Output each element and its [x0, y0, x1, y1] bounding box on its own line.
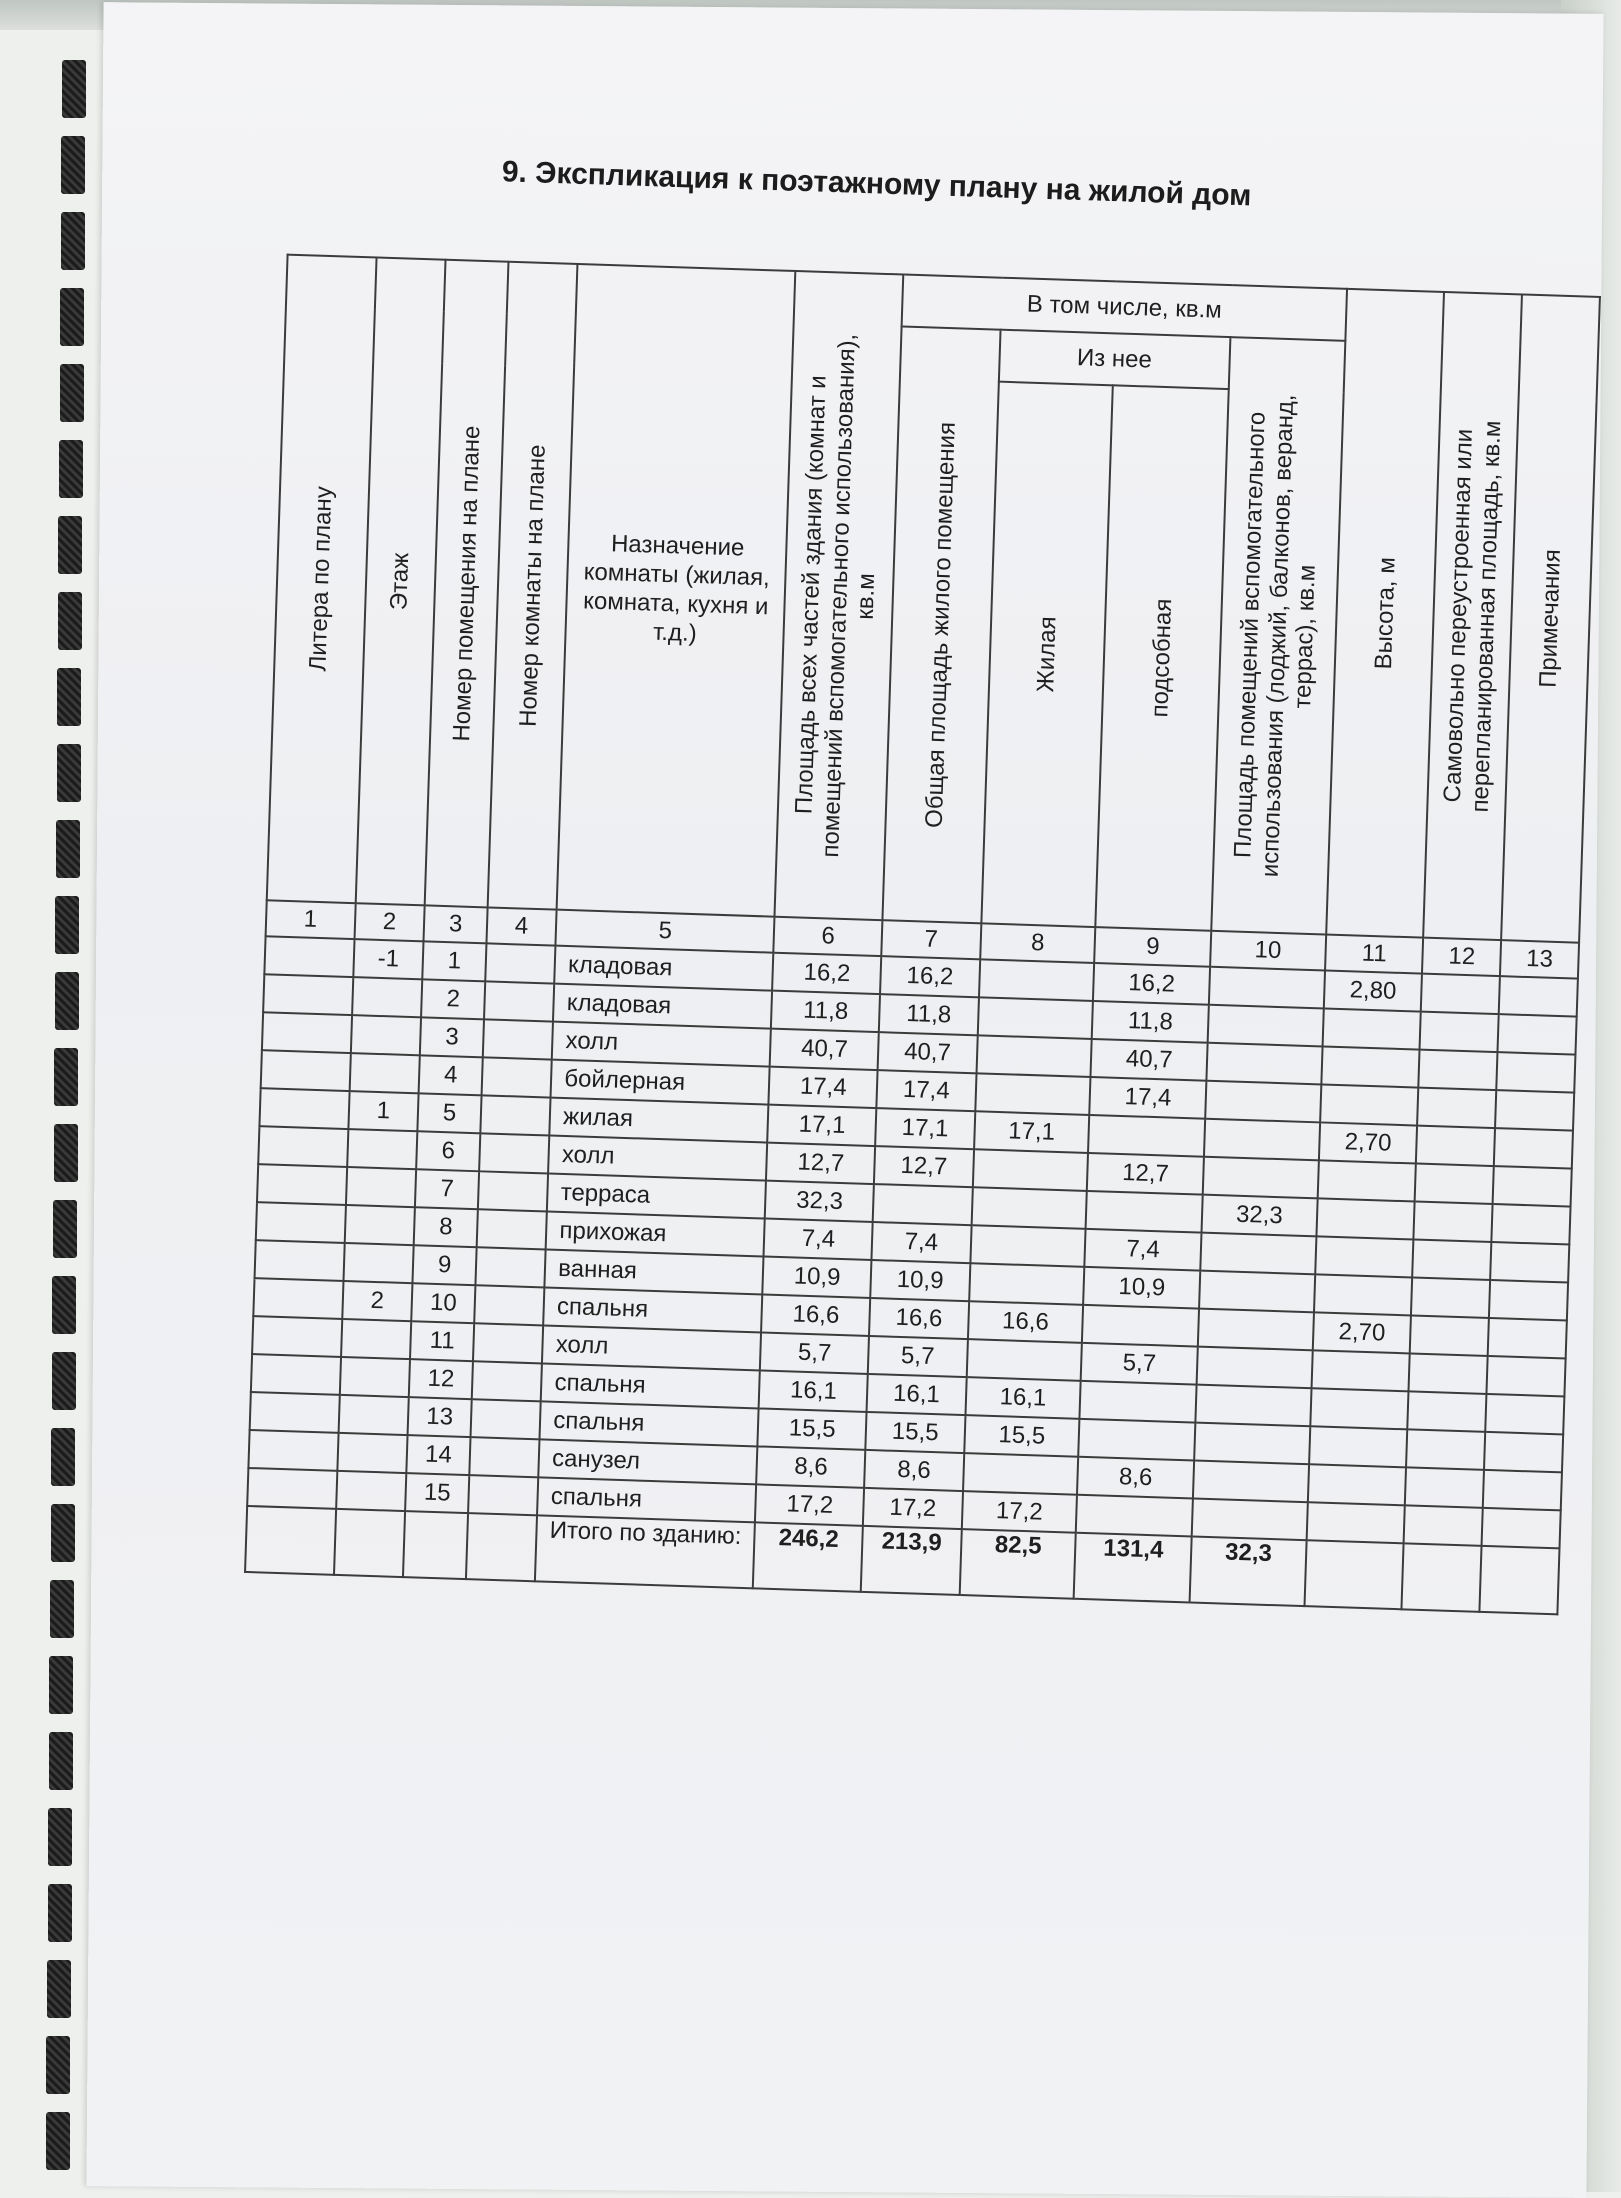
purpose-cell: холл [542, 1325, 761, 1370]
aux-cell: 12,7 [1087, 1153, 1204, 1195]
header-purpose: Назначение комнаты (жилая, комната, кухня и т.д.) [557, 264, 796, 917]
floor-cell: 1 [348, 1091, 419, 1131]
aux-area-cell: 32,3 [1201, 1195, 1317, 1237]
purpose-cell: холл [548, 1136, 767, 1181]
living-total-cell: 10,9 [870, 1260, 969, 1301]
col-number: 13 [1500, 940, 1579, 978]
header-unauth: Самовольно переустроенная или перепланированная площадь, кв.м [1424, 292, 1523, 940]
room-number-cell: 10 [412, 1283, 476, 1323]
aux-area-cell [1199, 1271, 1315, 1313]
room-number-cell: 4 [419, 1055, 483, 1095]
room-number-cell: 8 [414, 1207, 478, 1247]
purpose-cell: кладовая [554, 946, 773, 991]
col-number: 12 [1422, 938, 1501, 976]
col-number: 11 [1325, 934, 1424, 973]
room-number2-cell [469, 1437, 540, 1477]
aux-area-cell [1209, 967, 1325, 1009]
living-total-cell: 16,6 [869, 1298, 968, 1339]
explication-table-wrap [244, 254, 1601, 1616]
floor-cell [344, 1205, 415, 1245]
litera-cell [252, 1316, 342, 1357]
litera-cell [264, 936, 354, 977]
purpose-cell: спальня [537, 1477, 756, 1522]
litera-cell [253, 1278, 343, 1319]
room-number2-cell [475, 1247, 546, 1287]
total-aux-area: 32,3 [1189, 1536, 1306, 1606]
unauth-cell [1414, 1202, 1493, 1242]
living-total-cell: 8,6 [864, 1450, 963, 1491]
room-number2-cell [485, 943, 556, 983]
height-cell: 2,70 [1319, 1122, 1418, 1163]
area-total-cell: 17,2 [755, 1484, 864, 1525]
room-number2-cell [473, 1323, 544, 1363]
binding-ring [47, 1960, 71, 2018]
living-cell: 15,5 [964, 1415, 1080, 1457]
aux-area-cell [1205, 1081, 1321, 1123]
purpose-cell: санузел [539, 1439, 758, 1484]
binding-ring [49, 1656, 73, 1714]
litera-cell [261, 1050, 351, 1091]
aux-area-cell [1194, 1423, 1310, 1465]
room-number-cell: 11 [410, 1321, 474, 1361]
unauth-cell [1413, 1239, 1492, 1279]
purpose-cell: кладовая [553, 984, 772, 1029]
litera-cell [256, 1202, 346, 1243]
col-number: 7 [881, 920, 980, 959]
room-number-cell: 6 [417, 1131, 481, 1171]
notes-cell [1492, 1204, 1571, 1244]
room-number2-cell [468, 1475, 539, 1515]
binding-ring [49, 1732, 73, 1790]
living-total-cell [873, 1184, 972, 1225]
aux-cell: 10,9 [1084, 1267, 1201, 1309]
notes-cell [1488, 1318, 1567, 1358]
height-cell [1306, 1502, 1405, 1543]
area-total-cell: 16,1 [759, 1370, 868, 1411]
room-number2-cell [480, 1095, 551, 1135]
purpose-cell: холл [552, 1022, 771, 1067]
notes-cell [1498, 1014, 1577, 1054]
height-cell [1314, 1274, 1413, 1315]
unauth-cell [1416, 1126, 1495, 1166]
room-number2-cell [476, 1209, 547, 1249]
binding-ring [62, 60, 86, 118]
header-aux: подсобная [1096, 385, 1229, 930]
height-cell [1321, 1046, 1420, 1087]
binding-ring [60, 364, 84, 422]
binding-ring [58, 592, 82, 650]
binding-ring [50, 1580, 74, 1638]
header-aux-area: Площадь помещений вспомогательного использования (лоджий, балконов, веранд, террас), кв.м [1211, 337, 1345, 934]
purpose-cell: ванная [545, 1249, 764, 1294]
room-number-cell: 9 [413, 1245, 477, 1285]
aux-cell: 40,7 [1091, 1039, 1208, 1081]
binding-ring [59, 440, 83, 498]
header-floor: Этаж [355, 257, 446, 905]
height-cell: 2,70 [1313, 1312, 1412, 1353]
col-number: 2 [354, 903, 425, 941]
notes-cell [1493, 1166, 1572, 1206]
aux-area-cell [1192, 1498, 1308, 1540]
col-number: 3 [424, 905, 488, 943]
floor-cell [337, 1433, 408, 1473]
aux-cell [1082, 1305, 1199, 1347]
header-living: Жилая [981, 382, 1113, 927]
living-cell [975, 1073, 1091, 1115]
header-room-no2: Номер комнаты на плане [487, 262, 577, 910]
litera-cell [262, 1012, 352, 1053]
room-number2-cell [481, 1057, 552, 1097]
notes-cell [1483, 1470, 1562, 1510]
col-number: 5 [556, 910, 775, 953]
purpose-cell: прихожая [546, 1211, 765, 1256]
aux-cell: 17,4 [1090, 1077, 1207, 1119]
aux-cell [1076, 1495, 1193, 1537]
col-number: 9 [1095, 927, 1212, 967]
living-cell [966, 1339, 1082, 1381]
aux-area-cell [1200, 1233, 1316, 1275]
notes-cell [1496, 1052, 1575, 1092]
aux-cell: 11,8 [1092, 1001, 1209, 1043]
living-cell [970, 1225, 1086, 1267]
total-living-total: 213,9 [861, 1526, 961, 1595]
living-total-cell: 17,2 [863, 1488, 962, 1529]
room-number2-cell [484, 981, 555, 1021]
binding-ring [54, 1124, 78, 1182]
unauth-cell [1409, 1353, 1488, 1393]
binding-ring [55, 896, 79, 954]
living-total-cell: 5,7 [868, 1336, 967, 1377]
aux-area-cell [1208, 1005, 1324, 1047]
total-aux: 131,4 [1074, 1533, 1192, 1603]
litera-cell [250, 1392, 340, 1433]
aux-cell: 7,4 [1085, 1229, 1202, 1271]
height-cell: 2,80 [1324, 970, 1423, 1011]
binding-ring [52, 1276, 76, 1334]
aux-cell: 5,7 [1081, 1343, 1198, 1385]
room-number2-cell [470, 1399, 541, 1439]
floor-cell: -1 [353, 939, 424, 979]
header-room-no: Номер помещения на плане [425, 260, 508, 908]
total-label: Итого по зданию: [535, 1515, 755, 1588]
litera-cell [263, 974, 353, 1015]
notes-cell [1482, 1508, 1561, 1548]
aux-cell [1079, 1419, 1196, 1461]
binding-ring [48, 1884, 72, 1942]
room-number-cell: 13 [408, 1397, 472, 1437]
living-cell: 16,6 [967, 1301, 1083, 1343]
binding-ring [56, 820, 80, 878]
room-number-cell: 3 [420, 1017, 484, 1057]
floor-cell [341, 1319, 412, 1359]
area-total-cell: 8,6 [757, 1446, 866, 1487]
floor-cell: 2 [342, 1281, 413, 1321]
binding-ring [52, 1352, 76, 1410]
header-height: Высота, м [1326, 289, 1445, 938]
area-total-cell: 5,7 [760, 1332, 869, 1373]
room-number-cell: 7 [415, 1169, 479, 1209]
living-cell: 17,1 [974, 1111, 1090, 1153]
room-number-cell: 1 [423, 941, 487, 981]
living-cell: 17,2 [961, 1491, 1077, 1533]
height-cell [1317, 1160, 1416, 1201]
floor-cell [336, 1471, 407, 1511]
litera-cell [247, 1468, 337, 1509]
aux-cell [1080, 1381, 1197, 1423]
height-cell [1308, 1464, 1407, 1505]
floor-cell [347, 1129, 418, 1169]
document-page [86, 2, 1603, 2198]
unauth-cell [1419, 1050, 1498, 1090]
room-number-cell: 14 [407, 1435, 471, 1475]
height-cell [1315, 1236, 1414, 1277]
floor-cell [346, 1167, 417, 1207]
header-living-total: Общая площадь жилого помещения [883, 326, 1000, 923]
living-total-cell: 11,8 [879, 994, 978, 1035]
binding-ring [51, 1504, 75, 1562]
height-cell [1320, 1084, 1419, 1125]
litera-cell [258, 1126, 348, 1167]
binding-ring [57, 744, 81, 802]
floor-cell [338, 1395, 409, 1435]
aux-cell [1086, 1191, 1203, 1233]
unauth-cell [1410, 1315, 1489, 1355]
col-number: 6 [774, 917, 883, 956]
living-cell [977, 997, 1093, 1039]
header-area-total: Площадь всех частей здания (комнат и помещений вспомогательного использования), кв.м [775, 271, 904, 920]
binding-ring [61, 212, 85, 270]
area-total-cell: 12,7 [766, 1143, 875, 1184]
header-incl: В том числе, кв.м [902, 275, 1347, 341]
binding-ring [57, 668, 81, 726]
area-total-cell: 10,9 [763, 1257, 872, 1298]
floor-cell [350, 1015, 421, 1055]
col-number: 8 [980, 923, 1096, 963]
area-total-cell: 32,3 [765, 1181, 874, 1222]
living-total-cell: 16,1 [867, 1374, 966, 1415]
area-total-cell: 16,6 [761, 1294, 870, 1335]
table-body [247, 936, 1578, 1548]
binding-ring [51, 1428, 75, 1486]
living-cell [963, 1453, 1079, 1495]
explication-table [244, 254, 1601, 1616]
notes-cell [1490, 1242, 1569, 1282]
binding-ring [55, 972, 79, 1030]
binding-ring [46, 2112, 70, 2170]
header-of-which: Из нее [998, 330, 1230, 389]
room-number2-cell [483, 1019, 554, 1059]
unauth-cell [1415, 1164, 1494, 1204]
living-cell [971, 1187, 1087, 1229]
area-total-cell: 11,8 [771, 991, 880, 1032]
living-cell [972, 1149, 1088, 1191]
unauth-cell [1421, 974, 1500, 1014]
binding-ring [48, 1808, 72, 1866]
binding-ring [61, 136, 85, 194]
room-number2-cell [479, 1133, 550, 1173]
litera-cell [255, 1240, 345, 1281]
binding-ring [58, 516, 82, 574]
room-number2-cell [474, 1285, 545, 1325]
aux-cell: 8,6 [1077, 1457, 1194, 1499]
floor-cell [343, 1243, 414, 1283]
area-total-cell: 40,7 [770, 1029, 879, 1070]
living-cell: 16,1 [965, 1377, 1081, 1419]
unauth-cell [1418, 1088, 1497, 1128]
living-total-cell: 7,4 [872, 1222, 971, 1263]
binding-ring [53, 1200, 77, 1258]
room-number-cell: 2 [421, 979, 485, 1019]
area-total-cell: 16,2 [772, 953, 881, 994]
area-total-cell: 17,1 [768, 1105, 877, 1146]
aux-area-cell [1193, 1461, 1309, 1503]
height-cell [1322, 1008, 1421, 1049]
notes-cell [1499, 976, 1578, 1016]
aux-area-cell [1203, 1157, 1319, 1199]
total-living: 82,5 [959, 1529, 1076, 1599]
height-cell [1310, 1388, 1409, 1429]
floor-cell [352, 977, 423, 1017]
binding-ring [46, 2036, 70, 2094]
notes-cell [1484, 1432, 1563, 1472]
purpose-cell: жилая [550, 1098, 769, 1143]
area-total-cell: 17,4 [769, 1067, 878, 1108]
living-total-cell: 12,7 [874, 1146, 973, 1187]
col-number: 10 [1210, 931, 1326, 971]
aux-area-cell [1206, 1043, 1322, 1085]
litera-cell [251, 1354, 341, 1395]
aux-cell: 16,2 [1093, 963, 1210, 1005]
living-total-cell: 40,7 [878, 1032, 977, 1073]
purpose-cell: терраса [547, 1174, 766, 1219]
floor-cell [339, 1357, 410, 1397]
binding-ring [60, 288, 84, 346]
purpose-cell: спальня [541, 1363, 760, 1408]
page-title: 9. Экспликация к поэтажному плану на жилой дом [501, 155, 1252, 213]
height-cell [1311, 1350, 1410, 1391]
aux-area-cell [1204, 1119, 1320, 1161]
unauth-cell [1404, 1505, 1483, 1545]
litera-cell [248, 1430, 338, 1471]
floor-cell [349, 1053, 420, 1093]
living-total-cell: 17,1 [875, 1108, 974, 1149]
living-cell [969, 1263, 1085, 1305]
notes-cell [1495, 1090, 1574, 1130]
room-number-cell: 12 [409, 1359, 473, 1399]
aux-area-cell [1195, 1385, 1311, 1427]
col-number: 1 [266, 900, 356, 939]
litera-cell [257, 1164, 347, 1205]
col-number: 4 [486, 907, 557, 945]
area-total-cell: 15,5 [758, 1408, 867, 1449]
height-cell [1309, 1426, 1408, 1467]
notes-cell [1489, 1280, 1568, 1320]
header-litera: Литера по плану [267, 255, 376, 904]
notes-cell [1494, 1128, 1573, 1168]
living-total-cell: 16,2 [880, 956, 979, 997]
aux-area-cell [1198, 1309, 1314, 1351]
living-cell [976, 1035, 1092, 1077]
room-number-cell: 15 [405, 1473, 469, 1513]
header-notes: Примечания [1501, 294, 1600, 942]
notes-cell [1485, 1394, 1564, 1434]
unauth-cell [1408, 1391, 1487, 1431]
unauth-cell [1420, 1012, 1499, 1052]
room-number2-cell [478, 1171, 549, 1211]
aux-area-cell [1196, 1347, 1312, 1389]
unauth-cell [1411, 1277, 1490, 1317]
area-total-cell: 7,4 [764, 1219, 873, 1260]
living-cell [978, 959, 1094, 1001]
room-number-cell: 5 [418, 1093, 482, 1133]
binding-ring [54, 1048, 78, 1106]
purpose-cell: бойлерная [551, 1060, 770, 1105]
height-cell [1316, 1198, 1415, 1239]
unauth-cell [1407, 1429, 1486, 1469]
purpose-cell: спальня [540, 1401, 759, 1446]
notes-cell [1487, 1356, 1566, 1396]
unauth-cell [1405, 1467, 1484, 1507]
litera-cell [259, 1088, 349, 1129]
spiral-binding [62, 60, 92, 2180]
living-total-cell: 15,5 [866, 1412, 965, 1453]
total-area: 246,2 [753, 1522, 863, 1591]
aux-cell [1088, 1115, 1205, 1157]
living-total-cell: 17,4 [877, 1070, 976, 1111]
purpose-cell: спальня [543, 1287, 762, 1332]
room-number2-cell [472, 1361, 543, 1401]
